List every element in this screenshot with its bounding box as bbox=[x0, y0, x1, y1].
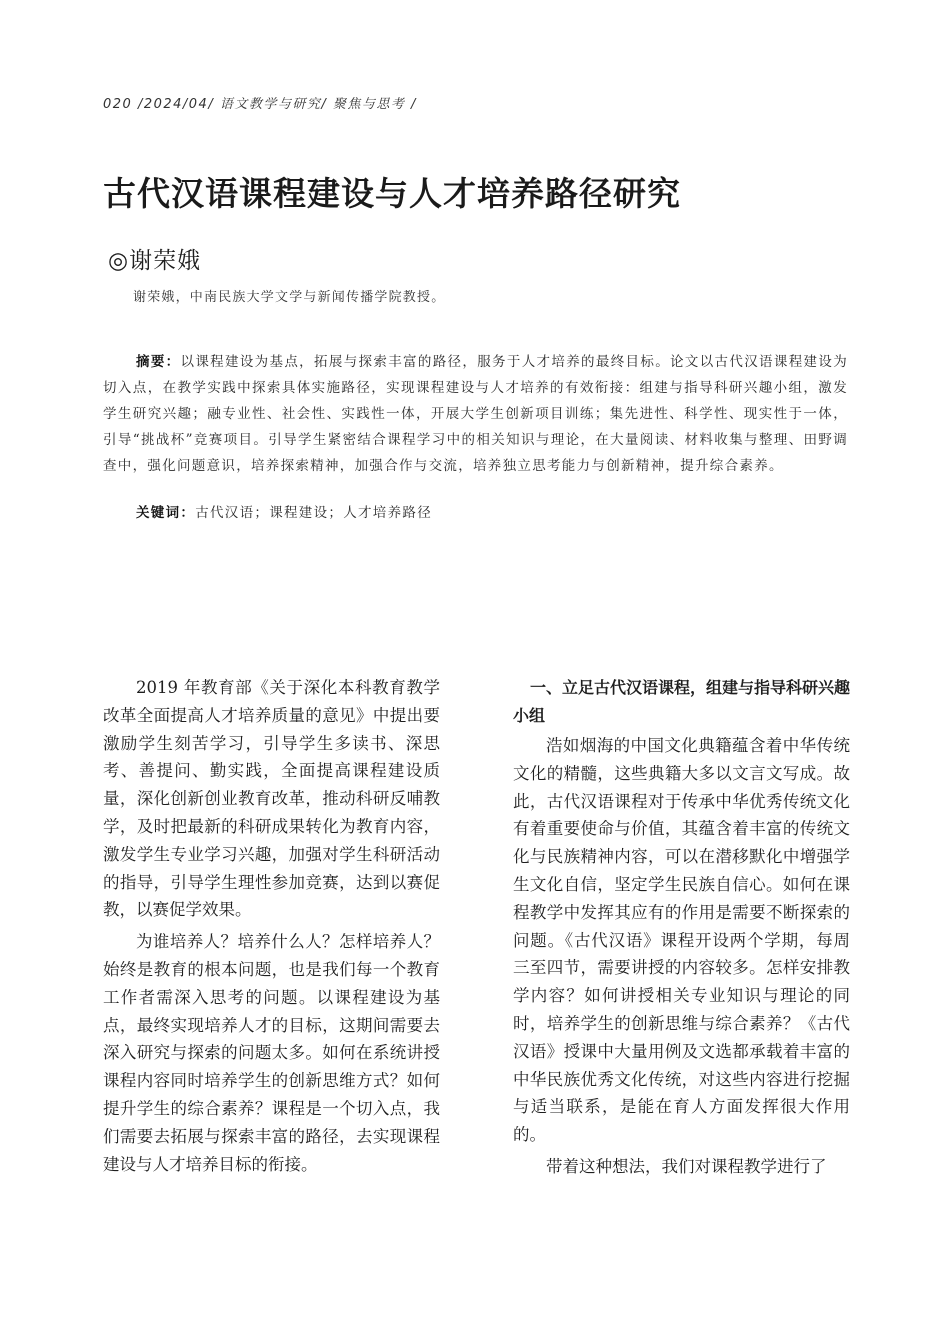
abstract bbox=[103, 349, 848, 479]
keywords-label: 关键词： bbox=[136, 505, 196, 521]
body-paragraph: 带着这种想法，我们对课程教学进行了 bbox=[546, 1156, 827, 1176]
abstract-label: 摘要： bbox=[136, 354, 181, 370]
article-title: 古代汉语课程建设与人才培养路径研究 bbox=[103, 174, 681, 213]
abstract-text: 以课程建设为基点，拓展与探索丰富的路径，服务于人才培养的最终目标。论文以古代汉语课程建设为切入点，在教学实践中探索具体实施路径，实现课程建设与人才培养的有效衔接：组建与指导科研兴趣小组，激发学生研究兴趣；融专业性、社会性、实践性一体，开展大学生创新项目训练；集先进性、科学性、现实性于一体，引导“挑战杯”竞赛项目。引导学生紧密结合课程学习中的相关知识与理论，在大量阅读、材料收集与整理、田野调查中，强化问题意识，培养探索精神，加强合作与交流，培养独立思考能力与创新精神，提升综合素养。 bbox=[103, 354, 849, 474]
body-paragraph: 2019 年教育部《关于深化本科教育教学改革全面提高人才培养质量的意见》中提出要激励学生刻苦学习，引导学生多读书、深思考、善提问、勤实践，全面提高课程建设质量，深化创新创业教育改革，推动科研反哺教学，及时把最新的科研成果转化为教育内容，激发学生专业学习兴趣，加强对学生科研活动的指导，引导学生理性参加竞赛，达到以赛促教，以赛促学效果。 bbox=[103, 678, 440, 920]
left-column bbox=[103, 674, 440, 1182]
author-name: ◎谢荣娥 bbox=[108, 248, 202, 274]
section-heading: 一、立足古代汉语课程，组建与指导科研兴趣小组 bbox=[513, 678, 851, 725]
right-column bbox=[513, 674, 850, 1185]
body-paragraph: 为谁培养人？培养什么人？怎样培养人？始终是教育的根本问题，也是我们每一个教育工作者需深入思考的问题。以课程建设为基点，最终实现培养人才的目标，这期间需要去深入研究与探索的问题太多。如何在系统讲授课程内容同时培养学生的创新思维方式？如何提升学生的综合素养？课程是一个切入点，我们需要去拓展与探索丰富的路径，去实现课程建设与人才培养目标的衔接。 bbox=[103, 932, 440, 1174]
body-paragraph: 浩如烟海的中国文化典籍蕴含着中华传统文化的精髓，这些典籍大多以文言文写成。故此，古代汉语课程对于传承中华优秀传统文化有着重要使命与价值，其蕴含着丰富的传统文化与民族精神内容，可以在潜移默化中增强学生文化自信，坚定学生民族自信心。如何在课程教学中发挥其应有的作用是需要不断探索的问题。《古代汉语》课程开设两个学期，每周三至四节，需要讲授的内容较多。怎样安排教学内容？如何讲授相关专业知识与理论的同时，培养学生的创新思维与综合素养？《古代汉语》授课中大量用例及文选都承载着丰富的中华民族优秀文化传统，对这些内容进行挖掘与适当联系，是能在育人方面发挥很大作用的。 bbox=[513, 736, 850, 1145]
running-header: 020 /2024/04/ 语文教学与研究/ 聚焦与思考 / bbox=[103, 97, 417, 112]
keywords bbox=[136, 501, 432, 521]
author-affiliation: 谢荣娥，中南民族大学文学与新闻传播学院教授。 bbox=[133, 290, 446, 305]
keywords-text: 古代汉语；课程建设；人才培养路径 bbox=[195, 505, 433, 521]
